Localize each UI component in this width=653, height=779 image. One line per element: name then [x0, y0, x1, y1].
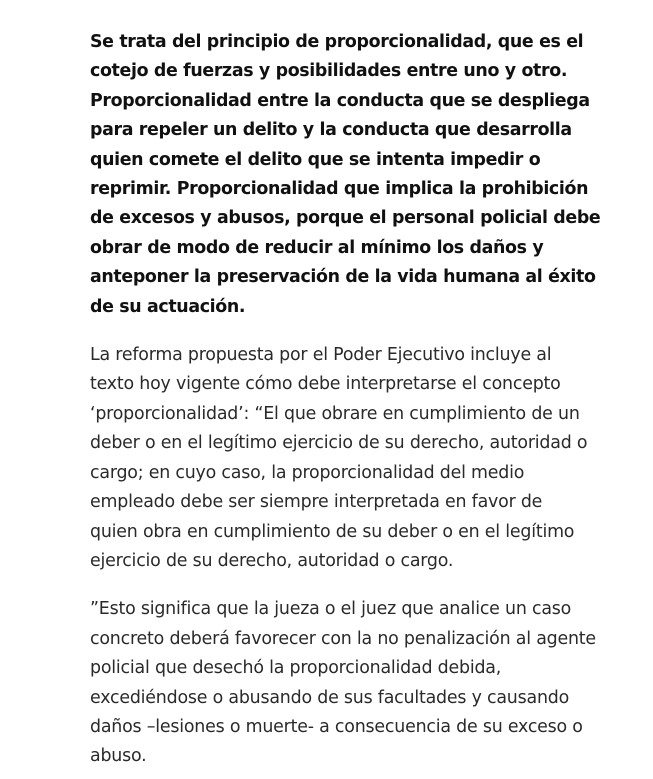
text-line: cotejo de fuerzas y posibilidades entre uno y otro. [90, 61, 568, 82]
text-line: excediéndose o abusando de sus facultades y causando [90, 687, 570, 708]
text-line: empleado debe ser siempre interpretada en favor de [90, 492, 543, 513]
text-line: Proporcionalidad entre la conducta que se despliega [90, 90, 590, 111]
text-line: cargo; en cuyo caso, la proporcionalidad del medio [90, 462, 525, 483]
text-line: daños –lesiones o muerte- a consecuencia de su exceso o [90, 716, 583, 737]
text-line: texto hoy vigente cómo debe interpretarse el concepto [90, 374, 561, 395]
article-body [90, 28, 620, 772]
paragraph-reform-proposal [90, 341, 620, 576]
text-line: deber o en el legítimo ejercicio de su derecho, autoridad o [90, 433, 588, 454]
paragraph-proportionality-principle [90, 28, 620, 322]
text-line: obrar de modo de reducir al mínimo los daños y [90, 237, 544, 258]
text-line: para repeler un delito y la conducta que desarrolla [90, 120, 572, 141]
text-line: La reforma propuesta por el Poder Ejecutivo incluye al [90, 345, 552, 366]
paragraph-meaning-quote [90, 595, 620, 771]
text-line: ”Esto significa que la jueza o el juez que analice un caso [90, 599, 572, 620]
text-line: concreto deberá favorecer con la no penalización al agente [90, 628, 596, 649]
text-line: policial que desechó la proporcionalidad debida, [90, 658, 502, 679]
text-line: anteponer la preservación de la vida humana al éxito [90, 267, 596, 288]
text-line: quien obra en cumplimiento de su deber o en el legítimo [90, 521, 575, 542]
text-line: reprimir. Proporcionalidad que implica la prohibición [90, 179, 589, 200]
text-line: quien comete el delito que se intenta impedir o [90, 149, 541, 170]
text-line: Se trata del principio de proporcionalidad, que es el [90, 32, 584, 52]
text-line: ejercicio de su derecho, autoridad o cargo. [90, 550, 454, 571]
text-line: de excesos y abusos, porque el personal policial debe [90, 208, 601, 229]
text-line: de su actuación. [90, 296, 246, 317]
text-line: ‘proporcionalidad’: “El que obrare en cumplimiento de un [90, 403, 580, 424]
text-line: abuso. [90, 746, 147, 767]
